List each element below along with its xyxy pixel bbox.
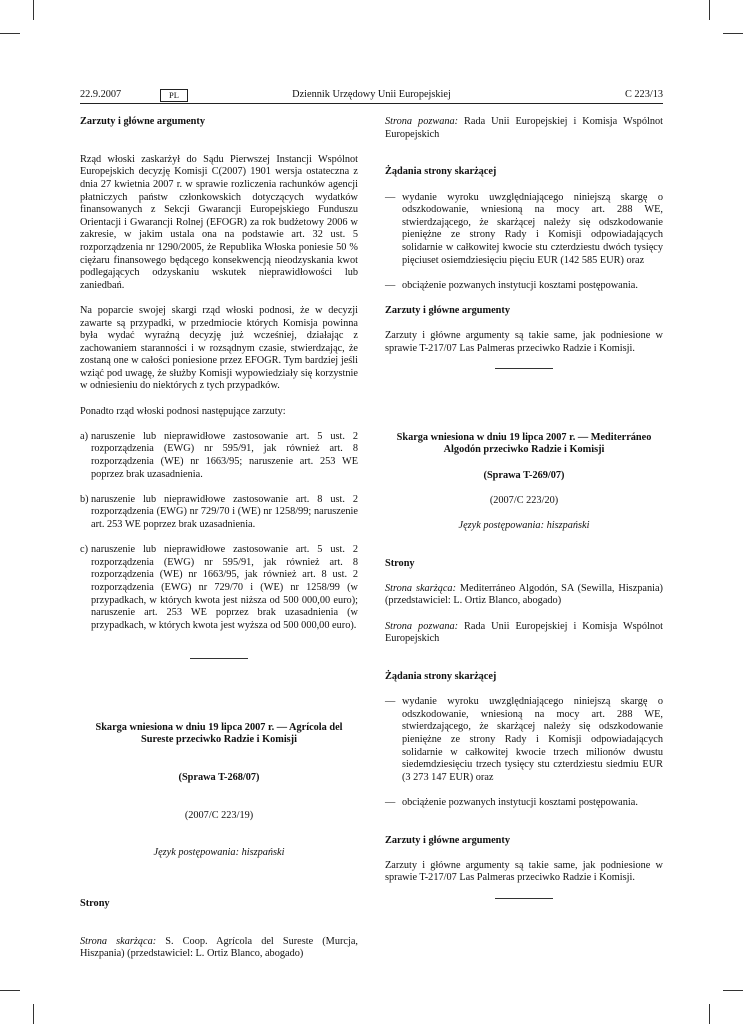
case-reference: (2007/C 223/20): [489, 494, 559, 506]
defendant-text: Rada Unii Europejskiej i Komisja Wspólnot Europejskich: [385, 116, 663, 140]
case-reference: (2007/C 223/19): [184, 809, 254, 821]
section-heading: Zarzuty i główne argumenty: [80, 116, 205, 127]
applicant-label: Strona skarżąca:: [385, 582, 456, 594]
applicant-text: Mediterráneo Algodón, SA (Sewilla, Hiszpania) (przedstawiciel: L. Ortiz Blanco, abogado): [385, 582, 663, 607]
header-rule: [80, 103, 663, 104]
crop-mark: [723, 990, 743, 991]
crop-mark: [33, 1004, 34, 1024]
list-item-text: wydanie wyroku uwzględniającego niniejszą skargę o odszkodowanie, wniesioną na mocy art. 288 WE, stwierdzającego, że skarżącej należy się odszkodowanie pieniężne ze strony Rady i Komisji odpowiadających solidarnie w całkowitej kwocie trzech milionów dwustu siedemdziesięciu trzech tysięcy stu czterdziestu siedmiu EUR (3 273 147 EUR) oraz: [402, 696, 663, 783]
defendant-label: Strona pozwana:: [385, 620, 459, 632]
paragraph: Zarzuty i główne argumenty są takie same, jak podniesione w sprawie T-217/07 Las Palmeras przeciwko Radzie i Komisji.: [385, 859, 663, 884]
list-item: [80, 431, 358, 481]
list-marker: —: [385, 279, 396, 291]
list-item-text: obciążenie pozwanych instytucji kosztami postępowania.: [402, 796, 638, 808]
section-heading: Zarzuty i główne argumenty: [385, 834, 510, 846]
list-marker: a): [80, 430, 88, 442]
case-number: (Sprawa T-268/07): [178, 771, 260, 783]
crop-mark: [0, 33, 20, 34]
paragraph: Na poparcie swojej skargi rząd włoski podnosi, że w decyzji zawarte są przypadki, w przedmiocie których Komisja powinna była wydać wyraźną decyzję już wcześniej, działając z zachowaniem staranności i w rozsądnym czasie, stwierdzając, że zostaną one w całości poniesione przez EFOGR. Tym bardziej jeśli wziąć pod uwagę, że służby Komisji wypowiedziały się korzystnie w odniesieniu do niektórych z tych przypadków.: [80, 304, 358, 392]
paragraph: Rząd włoski zaskarżył do Sądu Pierwszej Instancji Wspólnot Europejskich decyzję Komisji C(2007) 1901 wersja ostateczna z dnia 27 kwietnia 2007 r. w sprawie rozliczenia rachunków agencji płatniczych państw członkowskich dotyczących wydatków finansowanych z Sekcji Gwarancji Europejskiego Funduszu Orientacji i Gwarancji Rolnej (EFOGR) za rok budżetowy 2006 w zakresie, w jakim ustala ona na podstawie art. 32 ust. 5 rozporządzenia nr 1290/2005, że Republika Włoska poniesie 50 % ciężaru finansowego będącego konsekwencją nieodzyskania kwot podlegających odzyskaniu wskutek nieprawidłowości lub zaniedbań.: [80, 153, 358, 291]
crop-mark: [709, 1004, 710, 1024]
page-header: [80, 89, 663, 103]
list-item: [385, 280, 663, 293]
crop-mark: [709, 0, 710, 20]
list-item-text: naruszenie lub nieprawidłowe zastosowanie art. 5 ust. 2 rozporządzenia (EWG) nr 595/91, jak również art. 8 rozporządzenia (WE) nr 1663/95; naruszenie art. 253 WE poprzez brak uzasadnienia.: [91, 430, 358, 480]
defendant-paragraph: [385, 621, 663, 646]
crop-mark: [33, 0, 34, 20]
publication-date: 22.9.2007: [80, 89, 122, 100]
case-title: Skarga wniesiona w dniu 19 lipca 2007 r. — Agrícola del Sureste przeciwko Radzie i Komisji: [95, 721, 343, 746]
list-item-text: naruszenie lub nieprawidłowe zastosowanie art. 8 ust. 2 rozporządzenia (EWG) nr 729/70 i (WE) nr 1258/99; naruszenie art. 253 WE poprzez brak uzasadnienia.: [91, 493, 358, 530]
section-heading: Żądania strony skarżącej: [385, 670, 497, 682]
applicant-text: S. Coop. Agrícola del Sureste (Murcja, Hiszpania) (przedstawiciel: L. Ortiz Blanco, abogado): [80, 935, 358, 960]
right-column: [385, 116, 663, 899]
list-marker: c): [80, 544, 88, 556]
crop-mark: [723, 33, 743, 34]
list-marker: —: [385, 696, 396, 708]
list-item: [80, 544, 358, 632]
section-heading: Strony: [80, 897, 110, 909]
defendant-paragraph: [385, 116, 663, 141]
list-item: [80, 494, 358, 532]
applicant-paragraph: [385, 583, 663, 608]
defendant-text: Rada Unii Europejskiej i Komisja Wspólnot Europejskich: [385, 620, 663, 645]
list-item-text: naruszenie lub nieprawidłowe zastosowanie art. 5 ust. 2 rozporządzenia (EWG) nr 595/91, jak również art. 8 rozporządzenia (WE) nr 1663/95, jak również art. 8 ust. 2 rozporządzenia (EWG) nr 729/70 i (WE) nr 1258/99 (w przypadkach, w których kwota jest niższa od 500 000,00 euro); naruszenie art. 253 WE poprzez brak uzasadnienia (w przypadkach, w których kwota jest wyższa od 500 000,00 euro).: [91, 544, 358, 631]
applicant-paragraph: [80, 936, 358, 961]
procedure-language: Język postępowania: hiszpański: [153, 847, 285, 859]
list-item: [385, 696, 663, 784]
case-title: Skarga wniesiona w dniu 19 lipca 2007 r. — Mediterráneo Algodón przeciwko Radzie i Komisji: [396, 431, 652, 456]
section-heading: Zarzuty i główne argumenty: [385, 304, 510, 316]
list-marker: b): [80, 493, 89, 505]
section-heading: Żądania strony skarżącej: [385, 166, 497, 178]
list-item-text: obciążenie pozwanych instytucji kosztami postępowania.: [402, 279, 638, 291]
left-column: [80, 116, 358, 973]
crop-mark: [0, 990, 20, 991]
applicant-label: Strona skarżąca:: [80, 935, 157, 947]
procedure-language: Język postępowania: hiszpański: [458, 520, 590, 532]
section-separator: [495, 898, 553, 899]
case-number: (Sprawa T-269/07): [483, 469, 565, 481]
journal-title: Dziennik Urzędowy Unii Europejskiej: [292, 89, 451, 100]
language-badge: PL: [160, 89, 188, 102]
section-heading: Strony: [385, 557, 415, 569]
list-item: [385, 797, 663, 810]
paragraph: Ponadto rząd włoski podnosi następujące zarzuty:: [80, 405, 286, 417]
list-marker: —: [385, 796, 396, 808]
list-item-text: wydanie wyroku uwzględniającego niniejszą skargę o odszkodowanie, wniesioną na mocy art. 288 WE, stwierdzającego, że skarżącej należy się odszkodowanie pieniężne ze strony Rady i Komisji odpowiadających solidarnie w całkowitej kwocie stu czterdziestu dwóch tysięcy pięciuset osiemdziesięciu pięciu EUR (142 585 EUR) oraz: [402, 191, 663, 266]
journal-reference: C 223/13: [624, 89, 663, 100]
list-marker: —: [385, 191, 396, 203]
list-item: [385, 192, 663, 268]
defendant-label: Strona pozwana:: [385, 116, 459, 127]
paragraph: Zarzuty i główne argumenty są takie same, jak podniesione w sprawie T-217/07 Las Palmeras przeciwko Radzie i Komisji.: [385, 330, 663, 354]
